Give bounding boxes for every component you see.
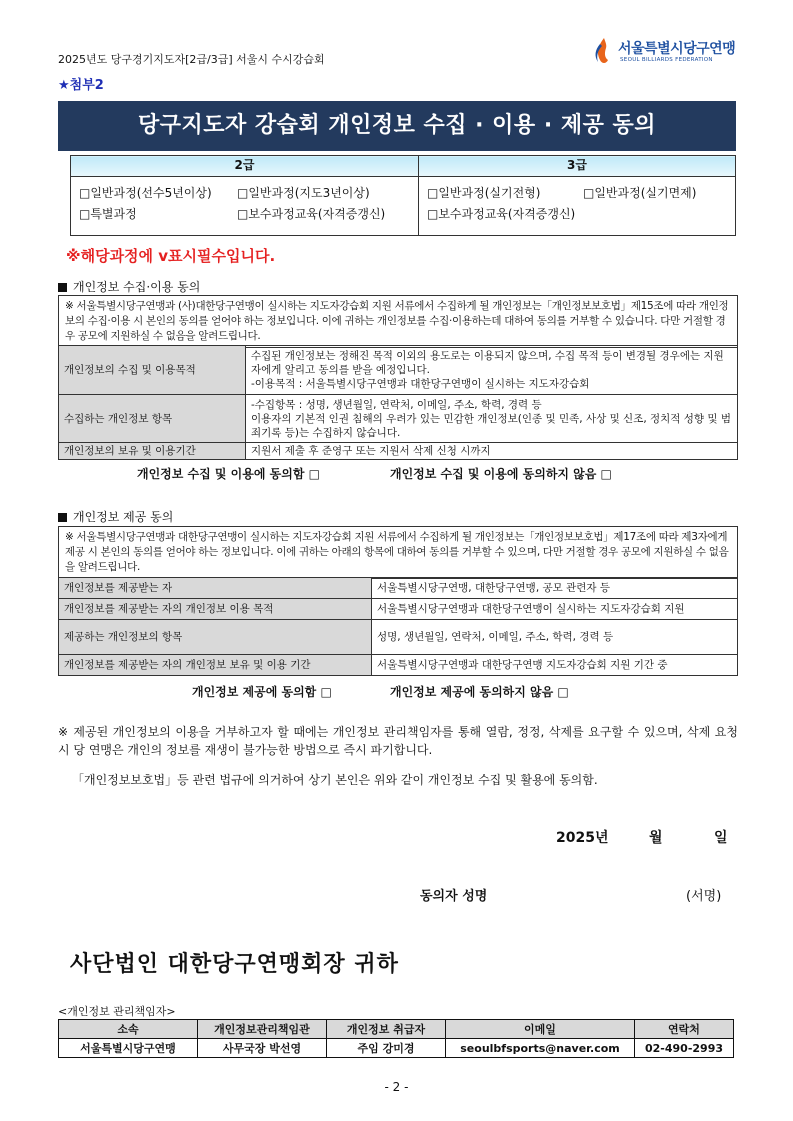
recipient-retention-value: 서울특별시당구연맹과 대한당구연맹 지도자강습회 지원 기간 중 (372, 655, 738, 676)
federation-logo (592, 36, 742, 68)
recipient-label: 개인정보를 제공받는 자 (59, 578, 372, 599)
manager-col-contact: 연락처 (635, 1020, 734, 1039)
collected-items-value (246, 395, 738, 443)
manager-col-officer: 개인정보관리책임관 (198, 1020, 327, 1039)
section2-heading (58, 508, 173, 525)
logo-text: 서울특별시당구연맹 (618, 41, 736, 57)
manager-col-handler: 개인정보 취급자 (327, 1020, 446, 1039)
recipient-purpose-label: 개인정보를 제공받는 자의 개인정보 이용 목적 (59, 599, 372, 620)
provision-table (58, 577, 738, 676)
section2-heading-text: 개인정보 제공 동의 (73, 510, 174, 524)
manager-table (58, 1019, 734, 1058)
section2-agree-checkbox[interactable]: 개인정보 제공에 동의함 □ (192, 685, 332, 699)
date-year: 2025년 (556, 830, 609, 846)
option-g2-special[interactable]: □특별과정 (79, 207, 137, 221)
section1-note: ※ 서울특별시당구연맹과 (사)대한당구연맹이 실시하는 지도자강습회 지원 서류에서 수집하게 될 개인정보는「개인정보보호법」제15조에 따라 개인정보의 수집·이용 시 본인의 동의를 얻어야 하는 정보입니다. 이에 귀하는 개인정보를 수집·이용하는데 대하여 동의를 거부할 수 있습니다. 다만 거절할 경우 공모에 지원하실 수 없음을 알려드립니다. (58, 295, 738, 348)
provided-items-label: 제공하는 개인정보의 항목 (59, 620, 372, 655)
attachment-label: ★첨부2 (58, 78, 104, 93)
manager-handler: 주임 강미경 (327, 1039, 446, 1058)
manager-col-affiliation: 소속 (59, 1020, 198, 1039)
manager-email[interactable]: seoulbfsports@naver.com (446, 1039, 635, 1058)
section1-heading-text: 개인정보 수집·이용 동의 (73, 280, 201, 294)
date-day: 일 (714, 830, 728, 846)
sensitive-info-text: 이용자의 기본적 인권 침해의 우려가 있는 민감한 개인정보(인종 및 민족, 사상 및 신조, 정치적 성향 및 범죄기록 등)는 수집하지 않습니다. (251, 412, 732, 439)
date-month: 월 (649, 830, 663, 846)
page-title: 당구지도자 강습회 개인정보 수집 · 이용 · 제공 동의 (58, 101, 736, 151)
section2-disagree-checkbox[interactable]: 개인정보 제공에 동의하지 않음 □ (390, 685, 569, 699)
page-number: - 2 - (384, 1080, 409, 1094)
grade3-header: 3급 (419, 156, 736, 177)
collected-items-label: 수집하는 개인정보 항목 (59, 395, 246, 443)
grade3-options (419, 177, 736, 236)
section1-disagree-checkbox[interactable]: 개인정보 수집 및 이용에 동의하지 않음 □ (390, 467, 612, 481)
collection-purpose-label: 개인정보의 수집 및 이용목적 (59, 346, 246, 395)
provided-items-value: 성명, 생년월일, 연락처, 이메일, 주소, 학력, 경력 등 (372, 620, 738, 655)
section1-heading (58, 278, 200, 295)
manager-label: <개인정보 관리책임자> (58, 1005, 176, 1018)
grade2-header: 2급 (71, 156, 419, 177)
manager-contact: 02-490-2993 (635, 1039, 734, 1058)
course-title: 2025년도 당구경기지도자[2급/3급] 서울시 수시강습회 (58, 53, 325, 66)
withdrawal-notice: ※ 제공된 개인정보의 이용을 거부하고자 할 때에는 개인정보 관리책임자를 통해 열람, 정정, 삭제를 요구할 수 있으며, 삭제 요청 시 당 연맹은 개인의 정보를 재생이 불가능한 방법으로 즉시 파기합니다. (58, 725, 738, 757)
signer-name-label: 동의자 성명 (420, 889, 488, 904)
grade-table (70, 155, 736, 236)
option-g2-player[interactable]: □일반과정(선수5년이상) (79, 186, 212, 200)
option-g2-coach[interactable]: □일반과정(지도3년이상) (237, 186, 370, 200)
logo-subtext: SEOUL BILLIARDS FEDERATION (620, 57, 713, 63)
square-bullet-icon (58, 513, 67, 522)
manager-officer: 사무국장 박선영 (198, 1039, 327, 1058)
law-statement: 「개인정보보호법」등 관련 법규에 의거하여 상기 본인은 위와 같이 개인정보 수집 및 활용에 동의함. (72, 773, 598, 787)
section1-agree-checkbox[interactable]: 개인정보 수집 및 이용에 동의함 □ (137, 467, 320, 481)
manager-affiliation: 서울특별시당구연맹 (59, 1039, 198, 1058)
items-text: -수집항목 : 성명, 생년월일, 연락처, 이메일, 주소, 학력, 경력 등 (251, 398, 542, 411)
flame-icon (592, 36, 616, 66)
option-g3-renewal[interactable]: □보수과정교육(자격증갱신) (427, 207, 576, 221)
retention-value: 지원서 제출 후 준영구 또는 지원서 삭제 신청 시까지 (246, 443, 738, 460)
purpose-text: 수집된 개인정보는 정해진 목적 이외의 용도로는 이용되지 않으며, 수집 목적 등이 변경될 경우에는 지원자에게 알리고 동의를 받을 예정입니다. (251, 350, 724, 376)
addressee: 사단법인 대한당구연맹회장 귀하 (70, 952, 399, 977)
purpose-detail: -이용목적 : 서울특별시당구연맹과 대한당구연맹이 실시하는 지도자강습회 (251, 378, 590, 390)
collection-purpose-value (246, 346, 738, 395)
option-g3-exempt[interactable]: □일반과정(실기면제) (583, 186, 697, 200)
retention-label: 개인정보의 보유 및 이용기간 (59, 443, 246, 460)
required-notice: ※해당과정에 v표시필수입니다. (66, 247, 276, 265)
recipient-value: 서울특별시당구연맹, 대한당구연맹, 공모 관련자 등 (372, 578, 738, 599)
option-g2-renewal[interactable]: □보수과정교육(자격증갱신) (237, 207, 386, 221)
signature-field[interactable]: (서명) (686, 889, 722, 904)
manager-col-email: 이메일 (446, 1020, 635, 1039)
square-bullet-icon (58, 283, 67, 292)
recipient-retention-label: 개인정보를 제공받는 자의 개인정보 보유 및 이용 기간 (59, 655, 372, 676)
collection-table (58, 345, 738, 460)
grade2-options (71, 177, 419, 236)
section2-note: ※ 서울특별시당구연맹과 대한당구연맹이 실시하는 지도자강습회 지원 서류에서 수집하게 될 개인정보는「개인정보보호법」제17조에 따라 제3자에게 제공 시 본인의 동의를 얻어야 하는 정보입니다. 이에 귀하는 아래의 항목에 대하여 동의를 거부할 수 있으며, 다만 거절할 경우 공모에 지원하실 수 없음을 알려드립니다. (58, 526, 738, 579)
recipient-purpose-value: 서울특별시당구연맹과 대한당구연맹이 실시하는 지도자강습회 지원 (372, 599, 738, 620)
option-g3-practical[interactable]: □일반과정(실기전형) (427, 186, 541, 200)
